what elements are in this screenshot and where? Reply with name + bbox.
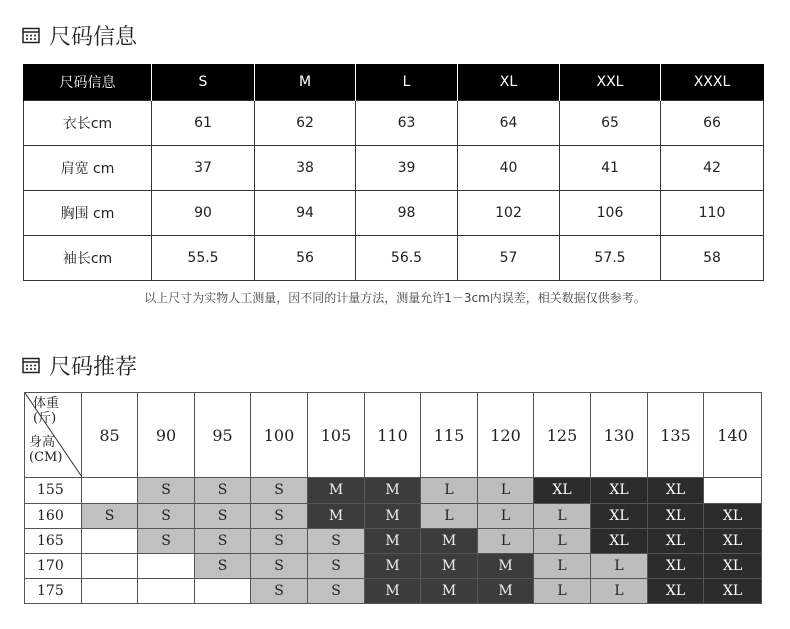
size-cell: XL (648, 553, 704, 578)
size-recommend-heading (22, 350, 137, 381)
measure-value: 102 (458, 191, 560, 236)
size-cell: M (365, 528, 421, 553)
header-cell: S (152, 64, 255, 101)
size-cell: L (534, 553, 591, 578)
weight-header-cell: 95 (195, 393, 251, 478)
size-cell: S (308, 578, 365, 603)
header-cell: M (255, 64, 356, 101)
weight-axis-label: 体重 (斤) (33, 396, 60, 426)
measure-value: 94 (255, 191, 356, 236)
measure-value: 98 (356, 191, 458, 236)
height-row (25, 578, 762, 603)
size-cell: S (195, 528, 251, 553)
measure-value: 39 (356, 146, 458, 191)
height-row (25, 478, 762, 503)
measure-value: 61 (152, 101, 255, 146)
size-cell: XL (704, 503, 762, 528)
size-cell: XL (648, 528, 704, 553)
height-row (25, 553, 762, 578)
size-info-heading (22, 20, 137, 51)
size-cell: L (478, 478, 534, 503)
weight-header-cell: 105 (308, 393, 365, 478)
size-cell: M (308, 503, 365, 528)
weight-header-cell: 100 (251, 393, 308, 478)
measure-value: 63 (356, 101, 458, 146)
measure-value: 57.5 (560, 236, 661, 281)
header-cell: XXL (560, 64, 661, 101)
size-info-header-row (24, 64, 764, 101)
weight-header-cell: 135 (648, 393, 704, 478)
measure-value: 64 (458, 101, 560, 146)
measure-value: 56.5 (356, 236, 458, 281)
size-cell: S (308, 528, 365, 553)
size-cell: S (251, 553, 308, 578)
size-cell: XL (704, 528, 762, 553)
measure-label: 衣长cm (24, 101, 152, 146)
size-cell: S (138, 503, 195, 528)
measure-label: 肩宽 cm (24, 146, 152, 191)
size-cell: XL (591, 528, 648, 553)
size-cell (138, 553, 195, 578)
size-cell: M (421, 553, 478, 578)
size-cell: XL (648, 478, 704, 503)
measure-value: 62 (255, 101, 356, 146)
weight-header-cell: 85 (82, 393, 138, 478)
measure-value: 90 (152, 191, 255, 236)
size-cell: XL (704, 578, 762, 603)
size-info-row (24, 191, 764, 236)
size-cell: S (308, 553, 365, 578)
size-info-row (24, 101, 764, 146)
size-cell: XL (648, 578, 704, 603)
size-info-row (24, 146, 764, 191)
measure-value: 58 (661, 236, 764, 281)
size-cell: XL (591, 503, 648, 528)
weight-header-row (25, 393, 762, 478)
size-info-table (23, 64, 764, 281)
size-cell (82, 578, 138, 603)
weight-header-cell: 130 (591, 393, 648, 478)
size-cell: S (195, 553, 251, 578)
size-cell: L (591, 578, 648, 603)
size-cell: M (365, 578, 421, 603)
height-row (25, 503, 762, 528)
height-label: 175 (25, 578, 82, 603)
measure-label: 袖长cm (24, 236, 152, 281)
size-recommend-title: 尺码推荐 (49, 355, 138, 380)
calendar-icon (22, 357, 40, 374)
size-cell: S (251, 503, 308, 528)
header-cell: L (356, 64, 458, 101)
size-cell: XL (534, 478, 591, 503)
measure-value: 38 (255, 146, 356, 191)
size-cell: S (195, 503, 251, 528)
height-label: 155 (25, 478, 82, 503)
size-cell: M (365, 503, 421, 528)
weight-header-cell: 125 (534, 393, 591, 478)
size-info-title: 尺码信息 (49, 25, 138, 50)
size-cell: L (421, 478, 478, 503)
weight-header-cell: 110 (365, 393, 421, 478)
measure-value: 65 (560, 101, 661, 146)
measure-value: 57 (458, 236, 560, 281)
size-cell: M (421, 528, 478, 553)
size-cell: L (534, 503, 591, 528)
size-cell: M (365, 553, 421, 578)
size-cell (82, 553, 138, 578)
size-cell: L (591, 553, 648, 578)
size-cell: M (421, 578, 478, 603)
size-cell (82, 478, 138, 503)
measure-value: 40 (458, 146, 560, 191)
measure-value: 66 (661, 101, 764, 146)
height-label: 160 (25, 503, 82, 528)
size-cell (195, 578, 251, 603)
size-cell: L (421, 503, 478, 528)
size-cell: S (138, 528, 195, 553)
header-cell: 尺码信息 (24, 64, 152, 101)
weight-header-cell: 90 (138, 393, 195, 478)
measurement-note: 以上尺寸为实物人工测量，因不同的计量方法，测量允许1－3cm内误差，相关数据仅供参考。 (144, 291, 646, 305)
calendar-icon (22, 27, 40, 44)
size-cell: S (82, 503, 138, 528)
size-cell: S (251, 528, 308, 553)
size-recommend-table (24, 392, 762, 604)
measure-value: 106 (560, 191, 661, 236)
size-cell: L (534, 578, 591, 603)
size-cell (82, 528, 138, 553)
measure-value: 56 (255, 236, 356, 281)
height-label: 165 (25, 528, 82, 553)
size-cell: M (478, 553, 534, 578)
measure-value: 42 (661, 146, 764, 191)
size-cell: S (138, 478, 195, 503)
size-cell: L (478, 503, 534, 528)
size-cell: S (251, 478, 308, 503)
weight-header-cell: 120 (478, 393, 534, 478)
size-cell (704, 478, 762, 503)
size-cell (138, 578, 195, 603)
header-cell: XL (458, 64, 560, 101)
measure-value: 55.5 (152, 236, 255, 281)
height-row (25, 528, 762, 553)
weight-header-cell: 115 (421, 393, 478, 478)
measure-label: 胸围 cm (24, 191, 152, 236)
size-cell: S (195, 478, 251, 503)
size-cell: L (478, 528, 534, 553)
measure-value: 41 (560, 146, 661, 191)
weight-header-cell: 140 (704, 393, 762, 478)
size-cell: M (308, 478, 365, 503)
size-cell: L (534, 528, 591, 553)
corner-cell (25, 393, 82, 478)
height-axis-label: 身高 (CM) (29, 435, 63, 465)
measure-value: 37 (152, 146, 255, 191)
size-info-row (24, 236, 764, 281)
height-label: 170 (25, 553, 82, 578)
header-cell: XXXL (661, 64, 764, 101)
size-cell: XL (591, 478, 648, 503)
size-cell: M (365, 478, 421, 503)
size-cell: XL (648, 503, 704, 528)
size-cell: M (478, 578, 534, 603)
measure-value: 110 (661, 191, 764, 236)
size-cell: XL (704, 553, 762, 578)
size-cell: S (251, 578, 308, 603)
